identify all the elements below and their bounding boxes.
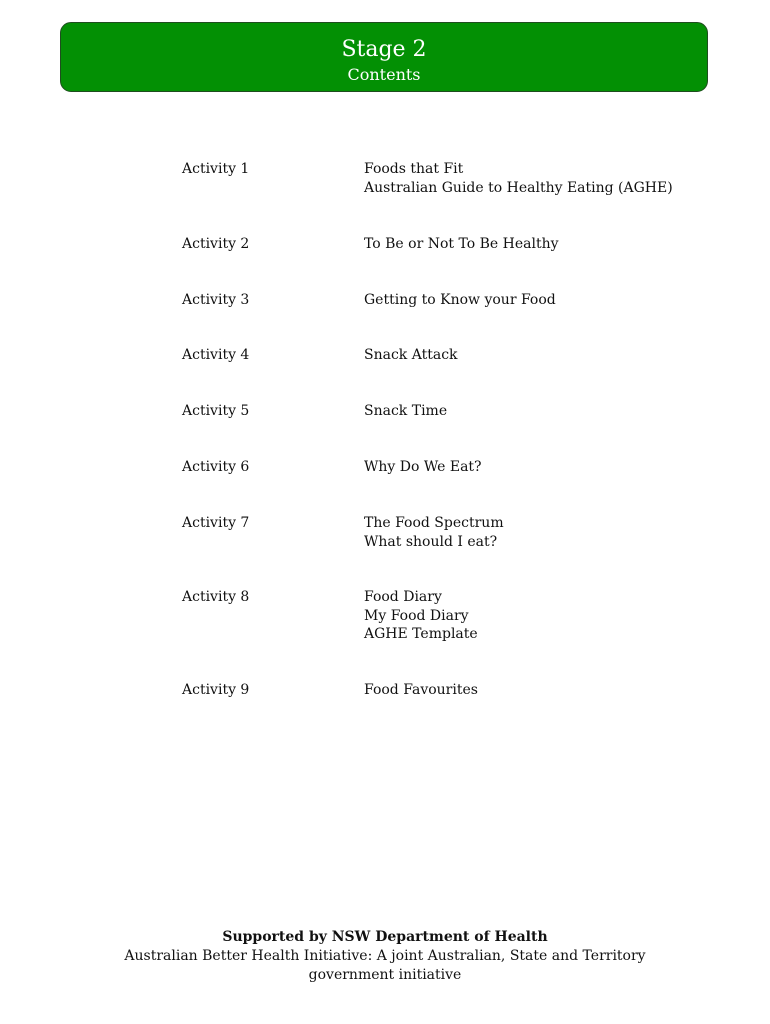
activity-titles — [364, 346, 704, 365]
activity-number: Activity 5 — [182, 403, 250, 419]
activity-title: Snack Attack — [364, 347, 458, 363]
initiative-credit: Australian Better Health Initiative: A joint Australian, State and Territory — [124, 948, 646, 964]
activity-number: Activity 8 — [182, 589, 250, 605]
activity-titles — [364, 588, 704, 644]
activity-title: Food Favourites — [364, 682, 478, 698]
activity-title: Foods that Fit — [364, 161, 464, 177]
activity-number: Activity 3 — [182, 292, 250, 308]
activity-number: Activity 2 — [182, 236, 250, 252]
activity-number: Activity 7 — [182, 515, 250, 531]
activity-titles — [364, 160, 704, 197]
activity-number: Activity 6 — [182, 459, 250, 475]
activity-number: Activity 1 — [182, 161, 250, 177]
activity-title: Australian Guide to Healthy Eating (AGHE) — [364, 179, 673, 196]
activity-titles — [364, 291, 704, 310]
activity-number: Activity 4 — [182, 347, 250, 363]
contents-header — [60, 22, 708, 92]
activity-title: AGHE Template — [364, 626, 478, 643]
activity-titles — [364, 514, 704, 551]
activity-title: Why Do We Eat? — [364, 459, 482, 475]
contents-subtitle: Contents — [347, 65, 421, 84]
activity-title: What should I eat? — [364, 533, 498, 550]
activity-titles — [364, 681, 704, 700]
stage-title: Stage 2 — [341, 37, 427, 62]
activity-titles — [364, 402, 704, 421]
activity-titles — [364, 235, 704, 254]
activity-title: To Be or Not To Be Healthy — [364, 236, 559, 252]
supporter-credit: Supported by NSW Department of Health — [222, 929, 548, 945]
activity-title: Food Diary — [364, 589, 442, 605]
activity-titles — [364, 458, 704, 477]
activity-title: Getting to Know your Food — [364, 292, 556, 308]
activity-number: Activity 9 — [182, 682, 250, 698]
activity-title: The Food Spectrum — [364, 515, 504, 531]
initiative-credit-continued: government initiative — [308, 967, 462, 983]
activity-title: My Food Diary — [364, 607, 469, 624]
activity-title: Snack Time — [364, 403, 448, 419]
page-footer — [80, 928, 690, 985]
